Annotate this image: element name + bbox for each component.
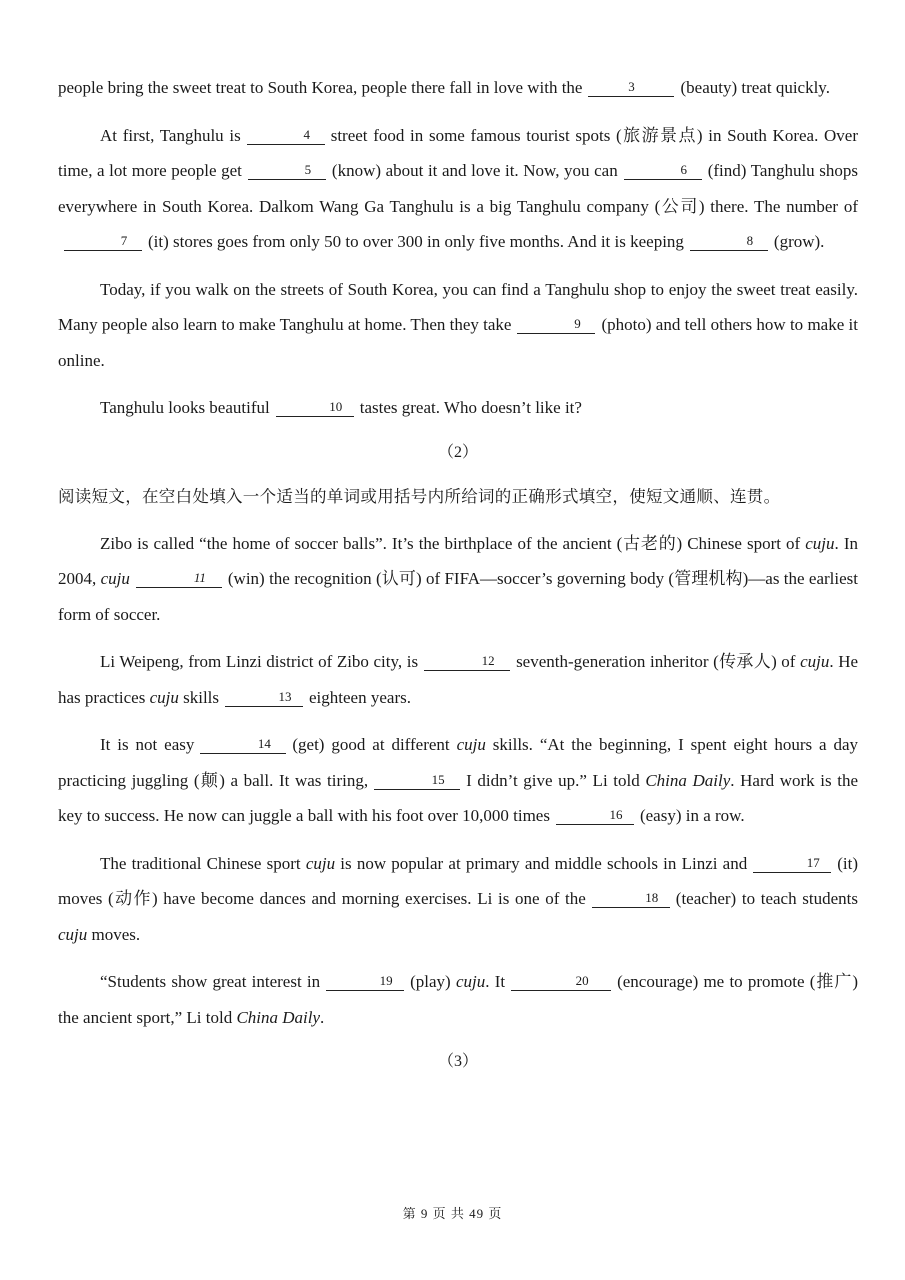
text: I didn’t give up.” Li told [466, 770, 640, 790]
italic-term: cuju [100, 569, 130, 588]
text: (find) Tanghulu shops everywhere in South Korea. Dalkom Wang Ga Tanghulu is a big Tanghulu company (公司) there. The number of [58, 161, 858, 216]
text: (encourage) me to promote (推广) the ancient sport,” Li told [58, 972, 858, 1027]
blank-15[interactable]: 15 [374, 771, 460, 790]
italic-term: China Daily [236, 1007, 321, 1027]
blank-number: 11 [193, 570, 206, 585]
text: (photo) and tell others how to make it online. [58, 315, 858, 370]
text: At first, Tanghulu is [100, 125, 241, 145]
blank-13[interactable]: 13 [225, 688, 303, 707]
text: eighteen years. [309, 687, 411, 707]
passage2-paragraph-3 [58, 727, 858, 834]
section-2-number: （2） [437, 443, 478, 461]
text: skills [183, 687, 220, 707]
text: . Hard work is the key to success. He now can juggle a ball with his foot over 10,000 times [58, 770, 858, 825]
blank-18[interactable]: 18 [592, 889, 670, 908]
blank-12[interactable]: 12 [424, 652, 510, 671]
passage1-paragraph-d [58, 390, 858, 426]
blank-4[interactable]: 4 [247, 126, 325, 145]
italic-term: cuju [805, 533, 835, 553]
passage1-paragraph-a [58, 70, 858, 106]
text: (it) moves (动作) have become dances and morning exercises. Li is one of the [58, 853, 858, 908]
text: Zibo is called “the home of soccer balls”. It’s the birthplace of the ancient (古老的) Chinese sport of [100, 533, 801, 553]
text: . It [485, 972, 506, 991]
text: It is not easy [100, 735, 195, 754]
text: . [320, 1007, 325, 1027]
text: street food in some famous tourist spots (旅游景点) in South Korea. Over time, a lot more people get [58, 125, 858, 180]
text: Tanghulu looks beautiful [100, 398, 270, 417]
italic-term: cuju [149, 687, 179, 707]
blank-6[interactable]: 6 [624, 161, 702, 180]
blank-20[interactable]: 20 [511, 972, 611, 991]
text: seventh-generation inheritor (传承人) of [516, 652, 796, 671]
text: “Students show great interest in [100, 972, 321, 991]
text: (get) good at different [292, 735, 450, 754]
text: (know) about it and love it. Now, you can [331, 161, 618, 180]
text: Li Weipeng, from Linzi district of Zibo city, is [100, 652, 419, 671]
italic-term: cuju [456, 735, 486, 754]
passage1-paragraph-c [58, 272, 858, 379]
italic-term: cuju [455, 972, 486, 991]
passage1-paragraph-b [58, 118, 858, 260]
text: (play) [410, 972, 451, 991]
blank-3[interactable]: 3 [588, 78, 674, 97]
text: is now popular at primary and middle schools in Linzi and [340, 853, 748, 873]
blank-10[interactable]: 10 [276, 398, 354, 417]
blank-16[interactable]: 16 [556, 806, 634, 825]
document-page [58, 70, 858, 1077]
text: (win) the recognition (认可) of FIFA—soccer’s governing body (管理机构)—as the earliest form of soccer. [58, 569, 858, 624]
passage2-paragraph-1 [58, 526, 858, 633]
text: moves. [91, 924, 141, 944]
blank-9[interactable]: 9 [517, 315, 595, 334]
section-2-instruction: 阅读短文，在空白处填入一个适当的单词或用括号内所给词的正确形式填空，使短文通顺、连贯。 [58, 486, 781, 506]
text: The traditional Chinese sport [100, 853, 301, 873]
italic-term: cuju [305, 853, 336, 873]
blank-7[interactable]: 7 [64, 232, 142, 251]
text: . In 2004, [58, 533, 859, 588]
passage2-paragraph-4 [58, 846, 858, 953]
passage2-paragraph-5 [58, 964, 858, 1035]
text: (easy) in a row. [639, 806, 745, 825]
passage2-paragraph-2 [58, 644, 858, 715]
blank-11[interactable] [136, 569, 222, 588]
italic-term: cuju [58, 924, 88, 944]
blank-19[interactable]: 19 [326, 972, 404, 991]
text: (it) stores goes from only 50 to over 300 in only five months. And it is keeping [148, 232, 684, 251]
blank-5[interactable]: 5 [248, 161, 326, 180]
page-footer: 第 9 页 共 49 页 [402, 1206, 503, 1221]
blank-17[interactable]: 17 [753, 854, 831, 873]
italic-term: China Daily [645, 770, 731, 790]
text: (beauty) treat quickly. [680, 78, 830, 97]
italic-term: cuju [800, 652, 830, 671]
text: skills. “At the beginning, I spent eight hours a day practicing juggling (颠) a ball. It was tiring, [58, 735, 859, 790]
text: (grow). [773, 232, 825, 251]
text: tastes great. Who doesn’t like it? [359, 398, 582, 417]
text: (teacher) to teach students [675, 889, 858, 908]
blank-8[interactable]: 8 [690, 232, 768, 251]
text: . He has practices [58, 652, 859, 707]
text: people bring the sweet treat to South Korea, people there fall in love with the [58, 78, 583, 97]
blank-14[interactable]: 14 [200, 735, 286, 754]
section-3-number: （3） [437, 1053, 478, 1070]
text: Today, if you walk on the streets of South Korea, you can find a Tanghulu shop to enjoy the sweet treat easily. Many people also learn to make Tanghulu at home. Then they take [58, 279, 858, 334]
